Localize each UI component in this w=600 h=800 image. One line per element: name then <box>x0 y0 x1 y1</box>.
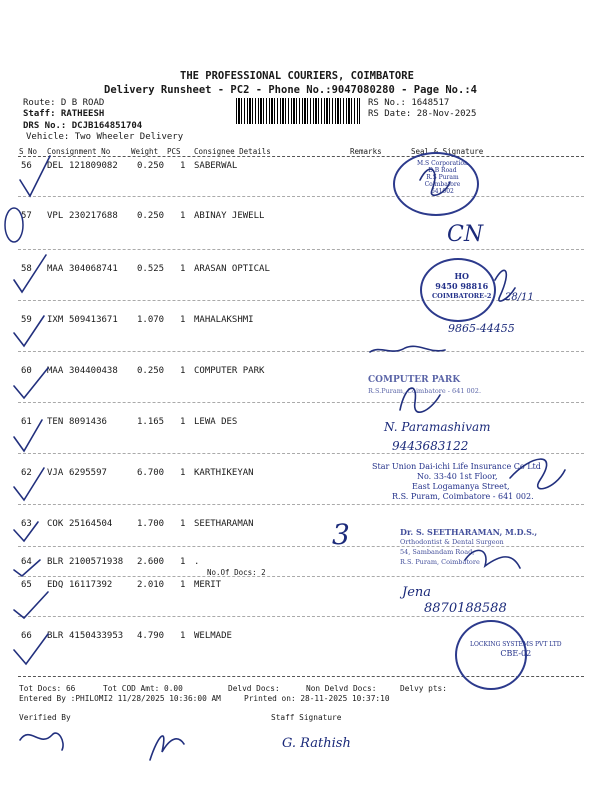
entered-by: Entered By :PHILOMI2 11/28/2025 10:36:00 AM <box>19 694 221 703</box>
row-consignee: MERIT <box>194 580 222 590</box>
row-consignment: 4150433953 <box>69 631 124 641</box>
row-code: TEN <box>47 417 64 427</box>
row-pcs: 1 <box>180 211 186 221</box>
row-sno: 61 <box>21 417 32 427</box>
drs-number: DRS No.: DCJB164851704 <box>23 121 143 131</box>
rs-number: RS No.: 1648517 <box>368 98 450 108</box>
row-consignment: 2100571938 <box>69 557 124 567</box>
row-sno: 66 <box>21 631 32 641</box>
row-sno: 58 <box>21 264 32 274</box>
staff-signature-label: Staff Signature <box>271 713 342 722</box>
row-sno: 64 <box>21 557 32 567</box>
handwritten-phone-2: 9443683122 <box>392 439 469 453</box>
row-consignment: 6295597 <box>69 468 107 478</box>
row-code: IXM <box>47 315 64 325</box>
vehicle-label: Vehicle: Two Wheeler Delivery <box>26 132 184 142</box>
row-pcs: 1 <box>180 519 186 529</box>
runsheet-subtitle: Delivery Runsheet - PC2 - Phone No.:9047080280 - Page No.:4 <box>104 84 477 96</box>
row-consignee: ABINAY JEWELL <box>194 211 265 221</box>
row-code: EDQ <box>47 580 64 590</box>
row-weight: 4.790 <box>137 631 165 641</box>
col-pcs: PCS <box>167 147 181 156</box>
total-docs: Tot Docs: 66 <box>19 684 76 693</box>
row-weight: 2.010 <box>137 580 165 590</box>
handwritten-name-2: Jena <box>402 585 432 600</box>
row-sno: 63 <box>21 519 32 529</box>
row-pcs: 1 <box>180 315 186 325</box>
col-consignee: Consignee Details <box>194 147 271 156</box>
row-weight: 1.700 <box>137 519 165 529</box>
row-sno: 62 <box>21 468 32 478</box>
row-code: BLR <box>47 557 64 567</box>
computer-park-stamp: COMPUTER PARK R.S.Puram, Coimbatore - 641 002. <box>368 375 482 395</box>
col-sno: S No <box>19 147 38 156</box>
row-pcs: 1 <box>180 161 186 171</box>
company-title: THE PROFESSIONAL COURIERS, COIMBATORE <box>180 70 414 82</box>
verified-signature-2 <box>150 736 184 760</box>
row-code: BLR <box>47 631 64 641</box>
row-pcs: 1 <box>180 580 186 590</box>
seal-stamp-text: M.S Corporation D.B Road R.S Puram Coimbatore 641002 <box>417 160 468 195</box>
row-consignee: MAHALAKSHMI <box>194 315 254 325</box>
row-consignee: ARASAN OPTICAL <box>194 264 270 274</box>
row-sno: 60 <box>21 366 32 376</box>
row-code: VPL <box>47 211 64 221</box>
row-consignee: LEWA DES <box>194 417 238 427</box>
row-consignee: KARTHIKEYAN <box>194 468 254 478</box>
row-pcs: 1 <box>180 417 186 427</box>
row-consignee: WELMADE <box>194 631 232 641</box>
row-consignment: 304400438 <box>69 366 118 376</box>
row-pcs: 1 <box>180 557 186 567</box>
signature-row58 <box>495 270 515 301</box>
row-weight: 0.250 <box>137 366 165 376</box>
row-code: COK <box>47 519 64 529</box>
verified-signature-1 <box>20 733 63 750</box>
staff-handwritten-signature: G. Rathish <box>282 736 351 751</box>
doctor-stamp: Dr. S. SEETHARAMAN, M.D.S., Orthodontist & Dental Surgeon 54, Sambandam Road, R.S. Puram, Coimbatore <box>400 527 538 566</box>
row-weight: 2.600 <box>137 557 165 567</box>
star-union-stamp: Star Union Dai-ichi Life Insurance Co Ltd No. 33-40 1st Floor, East Logamanya Street, R.S. Puram, Coimbatore - 641 002. <box>372 462 541 501</box>
row-pcs: 1 <box>180 264 186 274</box>
row-weight: 1.165 <box>137 417 165 427</box>
row-code: MAA <box>47 366 64 376</box>
total-cod: Tot COD Amt: 0.00 <box>103 684 183 693</box>
delivered-docs: Delvd Docs: <box>228 684 280 693</box>
row-weight: 0.525 <box>137 264 165 274</box>
non-delivered-docs: Non Delvd Docs: <box>306 684 377 693</box>
row-sno: 57 <box>21 211 32 221</box>
col-weight: Weight <box>131 147 159 156</box>
rs-date: RS Date: 28-Nov-2025 <box>368 109 477 119</box>
signature-row56 <box>420 169 450 195</box>
row-sno: 65 <box>21 580 32 590</box>
handwritten-name-1: N. Paramashivam <box>384 420 491 434</box>
route-label: Route: D B ROAD <box>23 98 105 108</box>
handwritten-phone-3: 8870188588 <box>424 601 507 616</box>
verified-by-label: Verified By <box>19 713 71 722</box>
row-consignment: 230217688 <box>69 211 118 221</box>
delivery-points: Delvy pts: <box>400 684 447 693</box>
handwritten-phone-1: 9865-44455 <box>448 322 515 335</box>
row-pcs: 1 <box>180 366 186 376</box>
handwritten-cn: CN <box>447 222 484 247</box>
signature-row59 <box>370 346 445 352</box>
row-code: DEL <box>47 161 64 171</box>
row-consignee: . <box>194 557 200 567</box>
row-consignment: 25164504 <box>69 519 113 529</box>
printed-on: Printed on: 28-11-2025 10:37:10 <box>244 694 390 703</box>
signature-row60 <box>400 388 440 412</box>
row-consignment: 8091436 <box>69 417 107 427</box>
signature-row62 <box>510 459 565 489</box>
row-consignee: SEETHARAMAN <box>194 519 254 529</box>
row-consignment: 304068741 <box>69 264 118 274</box>
ho-stamp-text: HO 9450 98816 COIMBATORE-2 <box>432 271 492 300</box>
row-weight: 1.070 <box>137 315 165 325</box>
row-sno: 56 <box>21 161 32 171</box>
col-consignment: Consignment No <box>47 147 111 156</box>
handwritten-date: 28/11 <box>505 292 534 303</box>
locking-systems-stamp-text: LOCKING SYSTEMS PVT LTD CBE-02 <box>470 641 562 658</box>
row-pcs: 1 <box>180 468 186 478</box>
row-consignment: 509413671 <box>69 315 118 325</box>
col-remarks: Remarks <box>350 147 382 156</box>
handwritten-row63-mark: 3 <box>332 518 350 551</box>
row-weight: 0.250 <box>137 211 165 221</box>
row-weight: 6.700 <box>137 468 165 478</box>
row-no-of-docs: No.Of Docs: 2 <box>207 568 266 577</box>
signature-row64 <box>465 550 520 568</box>
row-code: MAA <box>47 264 64 274</box>
staff-label: Staff: RATHEESH <box>23 109 105 119</box>
row-pcs: 1 <box>180 631 186 641</box>
row-consignment: 121809082 <box>69 161 118 171</box>
row-code: VJA <box>47 468 64 478</box>
row-sno: 59 <box>21 315 32 325</box>
row-weight: 0.250 <box>137 161 165 171</box>
col-seal: Seal & Signature <box>411 147 484 156</box>
row-consignee: COMPUTER PARK <box>194 366 265 376</box>
row-consignment: 16117392 <box>69 580 113 590</box>
row-consignee: SABERWAL <box>194 161 238 171</box>
